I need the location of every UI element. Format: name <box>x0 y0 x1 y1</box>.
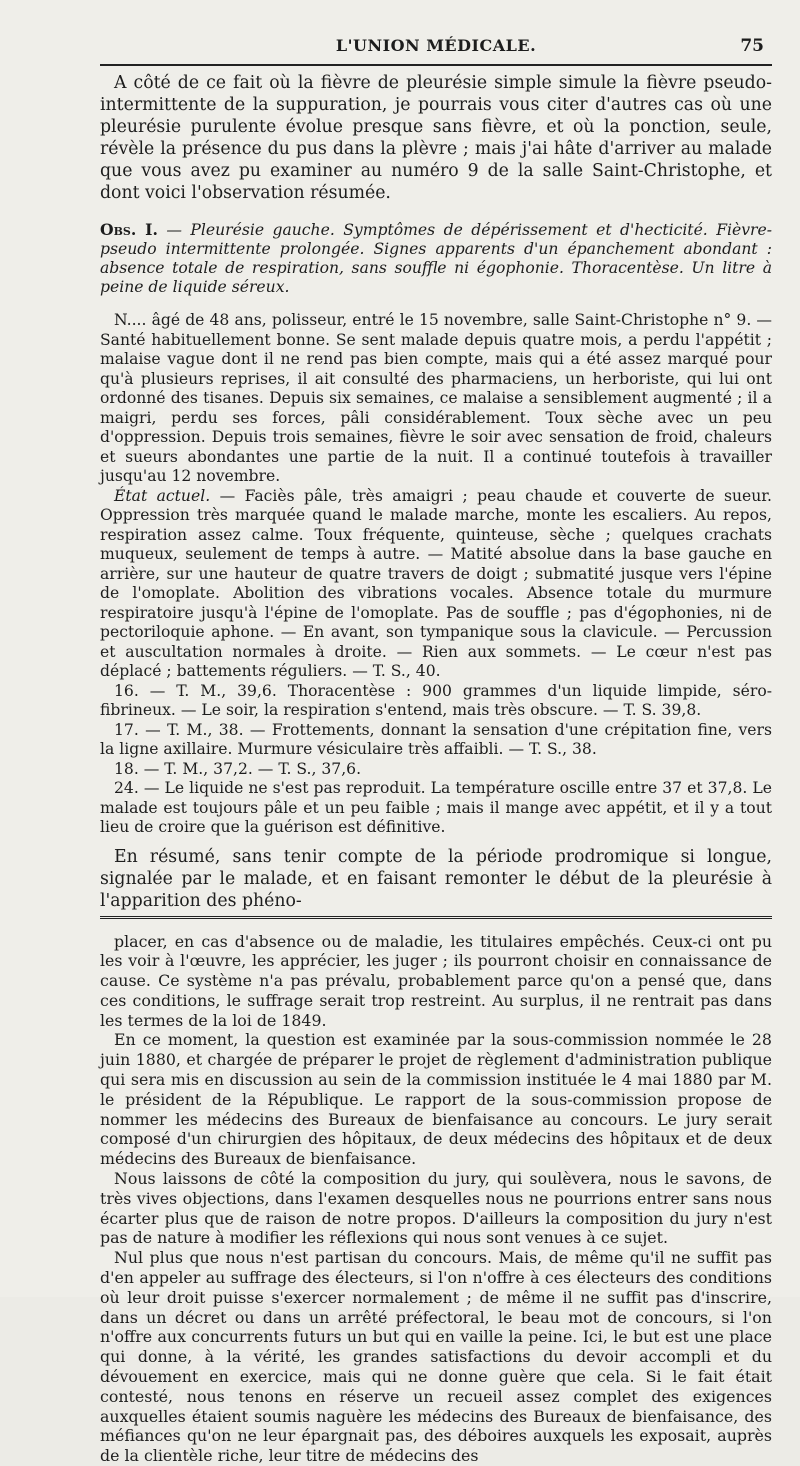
bottom-paragraph: placer, en cas d'absence ou de maladie, les titulaires empêchés. Ceux-ci ont pu les voir à l'œuvre, les apprécier, les juger ; ils pourront choisir en connaissance de cause. Ce système n'a pas prévalu, probablement parce qu'on a pensé que, dans ces conditions, le suffrage serait trop restreint. Au surplus, il ne rentrait pas dans les termes de la loi de 1849. <box>100 932 772 1031</box>
bottom-paragraph: En ce moment, la question est examinée par la sous-commission nommée le 28 juin 1880, et chargée de préparer le projet de règlement d'administration publique qui sera mis en discussion au sein de la commission instituée le 4 mai 1880 par M. le président de la République. Le rapport de la sous-commission propose de nommer les médecins des Bureaux de bienfaisance au concours. Le jury serait composé d'un chirurgien des hôpitaux, de deux médecins des hôpitaux et de deux médecins des Bureaux de bienfaisance. <box>100 1030 772 1169</box>
header-rule <box>100 64 772 66</box>
observation-day-17: 17. — T. M., 38. — Frottements, donnant la sensation d'une crépitation fine, vers la ligne axillaire. Murmure vésiculaire très affaibli. — T. S., 38. <box>100 721 772 760</box>
observation-day-24: 24. — Le liquide ne s'est pas reproduit. La température oscille entre 37 et 37,8. Le malade est toujours pâle et un peu faible ; mais il mange avec appétit, et il y a tout lieu de croire que la guérison est définitive. <box>100 779 772 838</box>
intro-paragraph: A côté de ce fait où la fièvre de pleurésie simple simule la fièvre pseudo-intermittente de la suppuration, je pourrais vous citer d'autres cas où une pleurésie purulente évolue presque sans fièvre, et où la ponction, seule, révèle la présence du pus dans la plèvre ; mais j'ai hâte d'arriver au malade que vous avez pu examiner au numéro 9 de la salle Saint-Christophe, et dont voici l'observation résumée. <box>100 72 772 204</box>
page-header <box>100 30 772 60</box>
etat-text: — Faciès pâle, très amaigri ; peau chaude et couverte de sueur. Oppression très marquée quand le malade marche, monte les escaliers. Au repos, respiration assez calme. Toux fréquente, quinteuse, sèche ; quelques crachats muqueux, seulement de temps à autre. — Matité absolue dans la base gauche en arrière, sur une hauteur de quatre travers de doigt ; submatité jusque vers l'épine de l'omoplate. Abolition des vibrations vocales. Absence totale du murmure respiratoire jusqu'à l'épine de l'omoplate. Pas de souffle ; pas d'égophonies, ni de pectoriloquie aphone. — En avant, son tympanique sous la clavicule. — Percussion et auscultation normales à droite. — Rien aux sommets. — Le cœur n'est pas déplacé ; battements réguliers. — T. S., 40. <box>100 487 772 681</box>
running-head: L'UNION MÉDICALE. <box>100 36 772 55</box>
observation-history: N.... âgé de 48 ans, polisseur, entré le 15 novembre, salle Saint-Christophe n° 9. — Santé habituellement bonne. Se sent malade depuis quatre mois, a perdu l'appétit ; malaise vague dont il ne rend pas bien compte, mais qui a été assez marqué pour qu'à plusieurs reprises, il ait consulté des pharmaciens, un herboriste, qui lui ont ordonné des tisanes. Depuis six semaines, ce malaise a sensiblement augmenté ; il a maigri, perdu ses forces, pâli considérablement. Toux sèche avec un peu d'oppression. Depuis trois semaines, fièvre le soir avec sensation de froid, chaleurs et sueurs abondantes une partie de la nuit. Il a continué toutefois à travailler jusqu'au 12 novembre. <box>100 311 772 487</box>
observation-heading <box>100 220 772 297</box>
observation-body <box>100 311 772 838</box>
page-number: 75 <box>740 36 764 56</box>
observation-etat <box>100 487 772 682</box>
observation-day-18: 18. — T. M., 37,2. — T. S., 37,6. <box>100 760 772 780</box>
section-divider <box>100 916 772 922</box>
bottom-paragraph: Nous laissons de côté la composition du jury, qui soulèvera, nous le savons, de très vives objections, dans l'examen desquelles nous ne pourrions entrer sans nous écarter plus que de raison de notre propos. D'ailleurs la composition du jury n'est pas de nature à modifier les réflexions qui nous sont venues à ce sujet. <box>100 1169 772 1248</box>
bottom-paragraph: Nul plus que nous n'est partisan du concours. Mais, de même qu'il ne suffit pas d'en appeler au suffrage des électeurs, si l'on n'offre à ces électeurs des conditions où leur droit puisse s'exercer normalement ; de même il ne suffit pas d'inscrire, dans un décret ou dans un arrêté préfectoral, le beau mot de concours, si l'on n'offre aux concurrents futurs un but qui en vaille la peine. Ici, le but est une place qui donne, à la vérité, les grandes satisfactions du devoir accompli et du dévouement en exercice, mais qui ne donne guère que cela. Si le fait était contesté, nous tenons en réserve un recueil assez complet des exigences auxquelles étaient soumis naguère les médecins des Bureaux de bienfaisance, des méfiances qu'on ne leur épargnait pas, des déboires auxquels les exposait, auprès de la clientèle riche, leur titre de médecins des <box>100 1248 772 1466</box>
feuilleton-section <box>100 932 772 1466</box>
observation-day-16: 16. — T. M., 39,6. Thoracentèse : 900 grammes d'un liquide limpide, séro-fibrineux. — Le soir, la respiration s'entend, mais très obscure. — T. S. 39,8. <box>100 682 772 721</box>
observation-lead: Obs. I. <box>100 220 158 239</box>
summary-paragraph: En résumé, sans tenir compte de la période prodromique si longue, signalée par le malade, et en faisant remonter le début de la pleurésie à l'apparition des phéno- <box>100 846 772 912</box>
observation-title: — Pleurésie gauche. Symptômes de dépérissement et d'hecticité. Fièvre-pseudo intermittente prolongée. Signes apparents d'un épanchement abondant : absence totale de respiration, sans souffle ni égophonie. Thoracentèse. Un litre à peine de liquide séreux. <box>100 221 772 296</box>
etat-label: État actuel. <box>114 487 210 505</box>
